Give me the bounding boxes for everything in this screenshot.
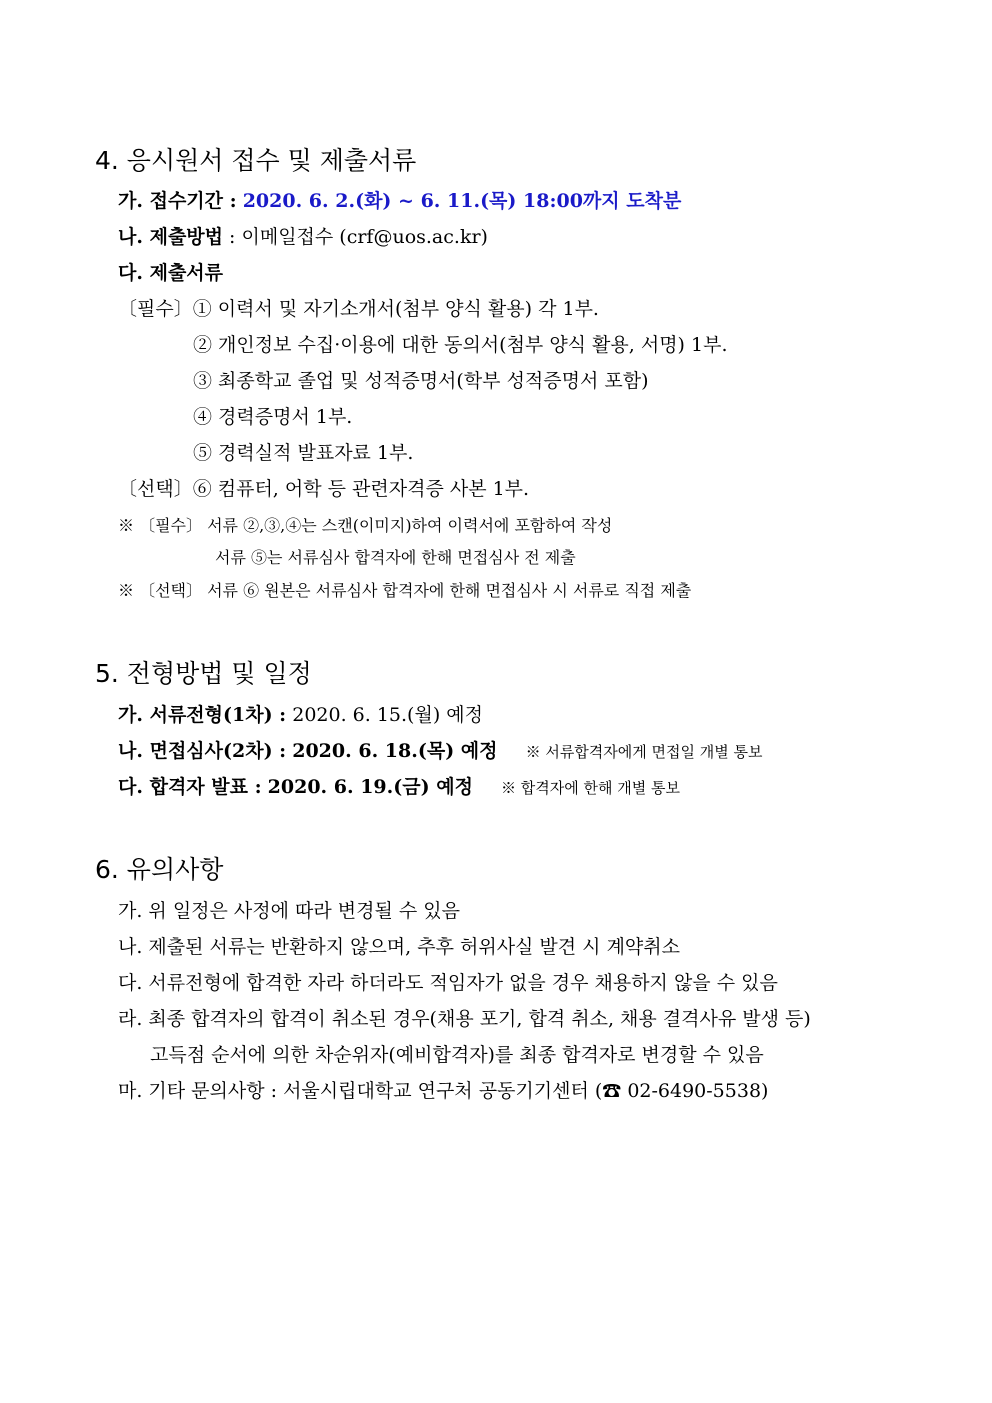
- schedule-item-3-label: 다. 합격자 발표 :: [118, 776, 262, 798]
- doc-note: ※ 〔필수〕 서류 ②,③,④는 스캔(이미지)하여 이력서에 포함하여 작성: [118, 516, 613, 535]
- submission-method-value: : 이메일접수 (crf@uos.ac.kr): [229, 226, 488, 248]
- documents-label: 다. 제출서류: [118, 262, 223, 284]
- caution-item: 나. 제출된 서류는 반환하지 않으며, 추후 허위사실 발견 시 계약취소: [118, 936, 680, 958]
- doc-note: 서류 ⑤는 서류심사 합격자에 한해 면접심사 전 제출: [215, 548, 576, 567]
- section5-title: 5. 전형방법 및 일정: [95, 659, 312, 688]
- doc-item: ③ 최종학교 졸업 및 성적증명서(학부 성적증명서 포함): [193, 370, 649, 392]
- schedule-item-3: [118, 772, 680, 799]
- schedule-item-1-label: 가. 서류전형(1차) :: [118, 704, 287, 726]
- schedule-item-3-note: ※ 합격자에 한해 개별 통보: [500, 779, 680, 797]
- caution-item: 고득점 순서에 의한 차순위자(예비합격자)를 최종 합격자로 변경할 수 있음: [150, 1044, 764, 1066]
- application-period: [118, 186, 681, 213]
- doc-note: ※ 〔선택〕 서류 ⑥ 원본은 서류심사 합격자에 한해 면접심사 시 서류로 직접 제출: [118, 581, 692, 600]
- submission-method: [118, 222, 488, 249]
- application-period-label: 가. 접수기간 :: [118, 190, 237, 212]
- doc-item: 〔선택〕⑥ 컴퓨터, 어학 등 관련자격증 사본 1부.: [118, 478, 530, 500]
- doc-item: ② 개인정보 수집·이용에 대한 동의서(첨부 양식 활용, 서명) 1부.: [193, 334, 728, 356]
- caution-item: 라. 최종 합격자의 합격이 취소된 경우(채용 포기, 합격 취소, 채용 결격사유 발생 등): [118, 1008, 811, 1030]
- schedule-item-2-value: 2020. 6. 18.(목) 예정: [292, 740, 498, 762]
- doc-item: ④ 경력증명서 1부.: [193, 406, 353, 428]
- section4-title: 4. 응시원서 접수 및 제출서류: [95, 146, 417, 175]
- schedule-item-2-label: 나. 면접심사(2차) :: [118, 740, 287, 762]
- submission-method-label: 나. 제출방법: [118, 226, 223, 248]
- doc-item: 〔필수〕① 이력서 및 자기소개서(첨부 양식 활용) 각 1부.: [118, 298, 599, 320]
- schedule-item-3-value: 2020. 6. 19.(금) 예정: [267, 776, 473, 798]
- caution-item: 다. 서류전형에 합격한 자라 하더라도 적임자가 없을 경우 채용하지 않을 수 있음: [118, 972, 778, 994]
- section6-title: 6. 유의사항: [95, 855, 224, 884]
- schedule-item-1-value: 2020. 6. 15.(월) 예정: [292, 704, 483, 726]
- schedule-item-2-note: ※ 서류합격자에게 면접일 개별 통보: [525, 743, 763, 761]
- application-period-value: 2020. 6. 2.(화) ~ 6. 11.(목) 18:00까지 도착분: [242, 190, 682, 212]
- schedule-item-2: [118, 736, 763, 763]
- contact-info: 마. 기타 문의사항 : 서울시립대학교 연구처 공동기기센터 (☎ 02-6490-5538): [118, 1080, 769, 1102]
- doc-item: ⑤ 경력실적 발표자료 1부.: [193, 442, 414, 464]
- schedule-item-1: [118, 700, 483, 727]
- caution-item: 가. 위 일정은 사정에 따라 변경될 수 있음: [118, 900, 460, 922]
